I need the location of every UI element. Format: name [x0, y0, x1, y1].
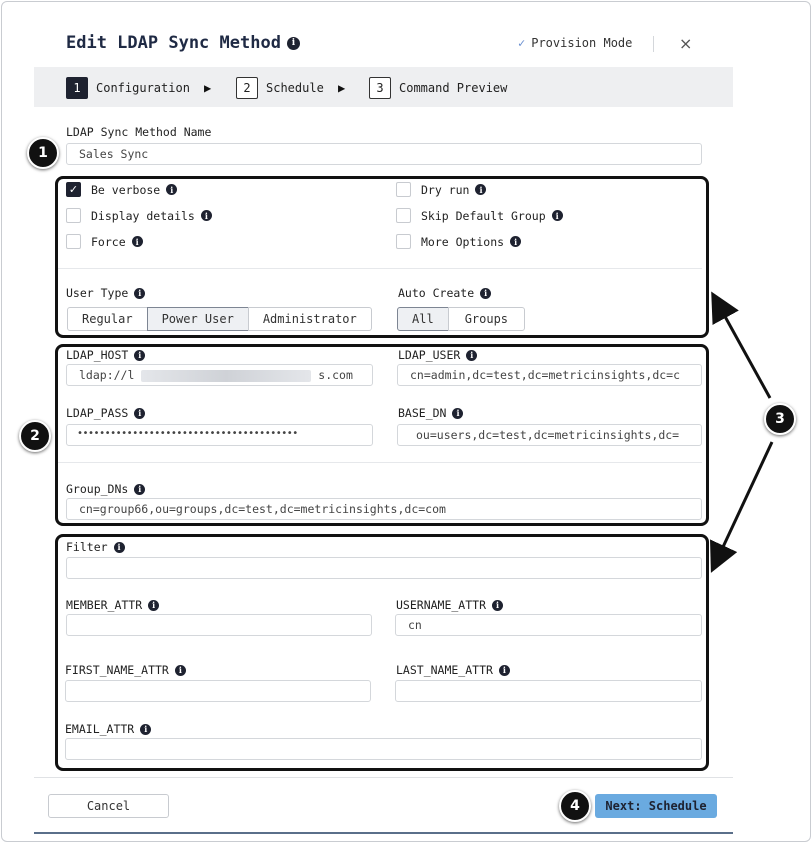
username-attr-input[interactable]: cn: [395, 614, 702, 636]
info-icon[interactable]: i: [134, 288, 145, 299]
info-icon[interactable]: i: [475, 184, 486, 195]
checkmark-icon: ✓: [518, 36, 526, 50]
info-icon[interactable]: i: [492, 600, 503, 611]
ldap-host-value-start: ldap://l: [79, 368, 135, 382]
ldap-pass-label-text: LDAP_PASS: [66, 406, 129, 420]
step-number: 3: [369, 77, 391, 99]
ldap-user-input[interactable]: cn=admin,dc=test,dc=metricinsights,dc=c: [397, 364, 702, 386]
be-verbose-label: Be verbose: [91, 182, 161, 197]
info-icon[interactable]: i: [452, 408, 463, 419]
sync-method-name-input[interactable]: Sales Sync: [66, 143, 702, 165]
step-label: Configuration: [96, 81, 190, 95]
step-number: 1: [66, 77, 88, 99]
ldap-pass-input[interactable]: ••••••••••••••••••••••••••••••••••••••••: [66, 424, 373, 446]
user-type-label-text: User Type: [66, 286, 129, 300]
callout-badge-3: 3: [764, 403, 796, 435]
info-icon[interactable]: i: [499, 665, 510, 676]
info-icon[interactable]: i: [132, 236, 143, 247]
provision-mode-label: Provision Mode: [531, 36, 633, 50]
arrow-to-options: [717, 302, 770, 398]
arrow-right-icon: ▶: [338, 81, 346, 95]
info-icon[interactable]: i: [287, 37, 300, 50]
group-dns-label-text: Group_DNs: [66, 482, 129, 496]
info-icon[interactable]: i: [552, 210, 563, 221]
info-icon[interactable]: i: [134, 484, 145, 495]
next-schedule-button[interactable]: Next: Schedule: [595, 794, 717, 818]
info-icon[interactable]: i: [134, 350, 145, 361]
more-options-label: More Options: [421, 234, 505, 249]
info-icon[interactable]: i: [140, 724, 151, 735]
ldap-host-value-end: s.com: [318, 368, 353, 382]
callout-badge-4: 4: [559, 790, 591, 822]
display-details-label: Display details: [91, 208, 195, 223]
email-attr-label-text: EMAIL_ATTR: [65, 722, 135, 736]
user-type-regular[interactable]: Regular: [67, 307, 148, 331]
info-icon[interactable]: i: [148, 600, 159, 611]
step-number: 2: [236, 77, 258, 99]
info-icon[interactable]: i: [114, 542, 125, 553]
info-icon[interactable]: i: [134, 408, 145, 419]
name-label: LDAP Sync Method Name: [66, 125, 212, 139]
arrow-to-attrs: [716, 442, 772, 562]
check-icon: ✓: [66, 182, 81, 197]
ldap-user-label-text: LDAP_USER: [398, 348, 461, 362]
member-attr-label-text: MEMBER_ATTR: [66, 598, 143, 612]
cancel-button[interactable]: Cancel: [48, 794, 169, 818]
auto-create-groups[interactable]: Groups: [448, 307, 525, 331]
step-label: Command Preview: [399, 81, 508, 95]
info-icon[interactable]: i: [510, 236, 521, 247]
close-icon[interactable]: ×: [679, 34, 693, 53]
auto-create-all[interactable]: All: [397, 307, 449, 331]
first-name-attr-label-text: FIRST_NAME_ATTR: [65, 663, 169, 677]
user-type-administrator[interactable]: Administrator: [248, 307, 372, 331]
ldap-host-label-text: LDAP_HOST: [66, 348, 129, 362]
dialog-title-text: Edit LDAP Sync Method: [66, 33, 281, 53]
step-label: Schedule: [266, 81, 324, 95]
info-icon[interactable]: i: [201, 210, 212, 221]
info-icon[interactable]: i: [480, 288, 491, 299]
username-attr-label-text: USERNAME_ATTR: [396, 598, 487, 612]
info-icon[interactable]: i: [466, 350, 477, 361]
auto-create-label-text: Auto Create: [398, 286, 475, 300]
callout-badge-2: 2: [19, 420, 51, 452]
force-label: Force: [91, 234, 126, 249]
group-dns-input[interactable]: cn=group66,ou=groups,dc=test,dc=metricinsights,dc=com: [66, 498, 702, 520]
callout-badge-1: 1: [27, 137, 59, 169]
dry-run-label: Dry run: [421, 182, 470, 197]
base-dn-label-text: BASE_DN: [398, 406, 447, 420]
base-dn-input[interactable]: ou=users,dc=test,dc=metricinsights,dc=: [397, 424, 702, 446]
last-name-attr-label-text: LAST_NAME_ATTR: [396, 663, 493, 677]
info-icon[interactable]: i: [166, 184, 177, 195]
filter-label-text: Filter: [66, 540, 108, 554]
user-type-power-user[interactable]: Power User: [147, 307, 249, 331]
arrow-right-icon: ▶: [204, 81, 212, 95]
skip-default-group-label: Skip Default Group: [421, 208, 546, 223]
info-icon[interactable]: i: [175, 665, 186, 676]
